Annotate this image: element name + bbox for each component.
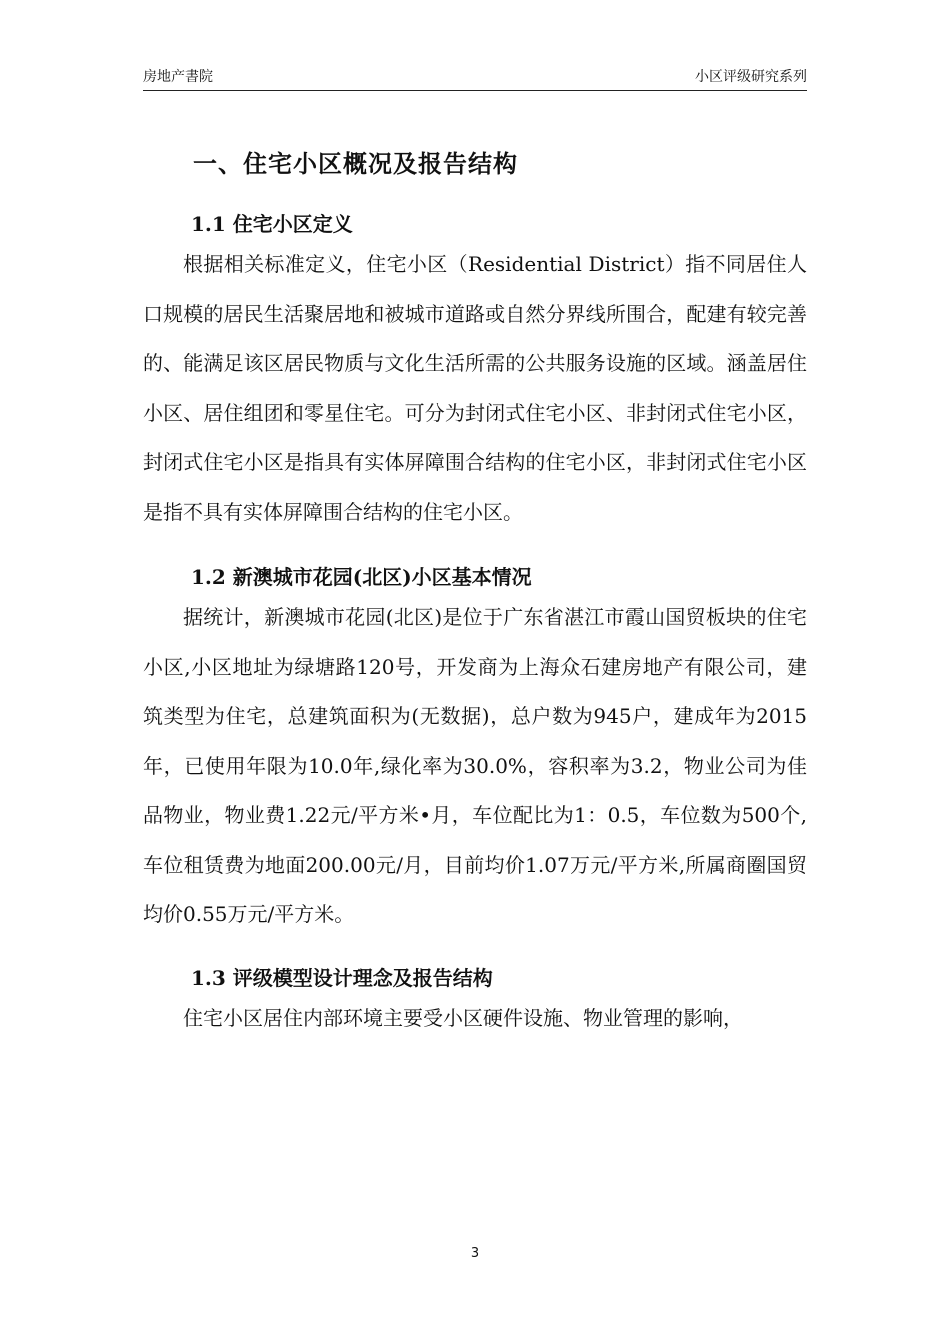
section-paragraph-1-1: 根据相关标准定义，住宅小区（Residential District）指不同居住人口规模的居民生活聚居地和被城市道路或自然分界线所围合，配建有较完善的、能满足该区居民物质与文化生活所需的公共服务设施的区域。涵盖居住小区、居住组团和零星住宅。可分为封闭式住宅小区、非封闭式住宅小区，封闭式住宅小区是指具有实体屏障围合结构的住宅小区，非封闭式住宅小区是指不具有实体屏障围合结构的住宅小区。 [143,252,807,524]
document-body [143,138,807,1043]
section-paragraph-1-2: 据统计，新澳城市花园(北区)是位于广东省湛江市霞山国贸板块的住宅小区,小区地址为绿塘路120号，开发商为上海众石建房地产有限公司，建筑类型为住宅，总建筑面积为(无数据)，总户数为945户，建成年为2015年，已使用年限为10.0年,绿化率为30.0%，容积率为3.2，物业公司为佳品物业，物业费1.22元/平方米•月，车位配比为1：0.5，车位数为500个,车位租赁费为地面200.00元/月，目前均价1.07万元/平方米,所属商圈国贸均价0.55万元/平方米。 [143,605,807,926]
chapter-heading: 一、住宅小区概况及报告结构 [193,149,518,178]
section-heading-1-1: 1.1 住宅小区定义 [191,212,353,236]
header-left-text: 房地产書院 [143,69,213,85]
section-heading-1-3: 1.3 评级模型设计理念及报告结构 [191,965,493,990]
page-number: 3 [470,1246,480,1261]
page-header [143,64,807,91]
header-right-text: 小区评级研究系列 [695,69,807,85]
section-paragraph-1-3: 住宅小区居住内部环境主要受小区硬件设施、物业管理的影响， [183,1005,743,1030]
section-heading-1-2: 1.2 新澳城市花园(北区)小区基本情况 [191,565,532,589]
